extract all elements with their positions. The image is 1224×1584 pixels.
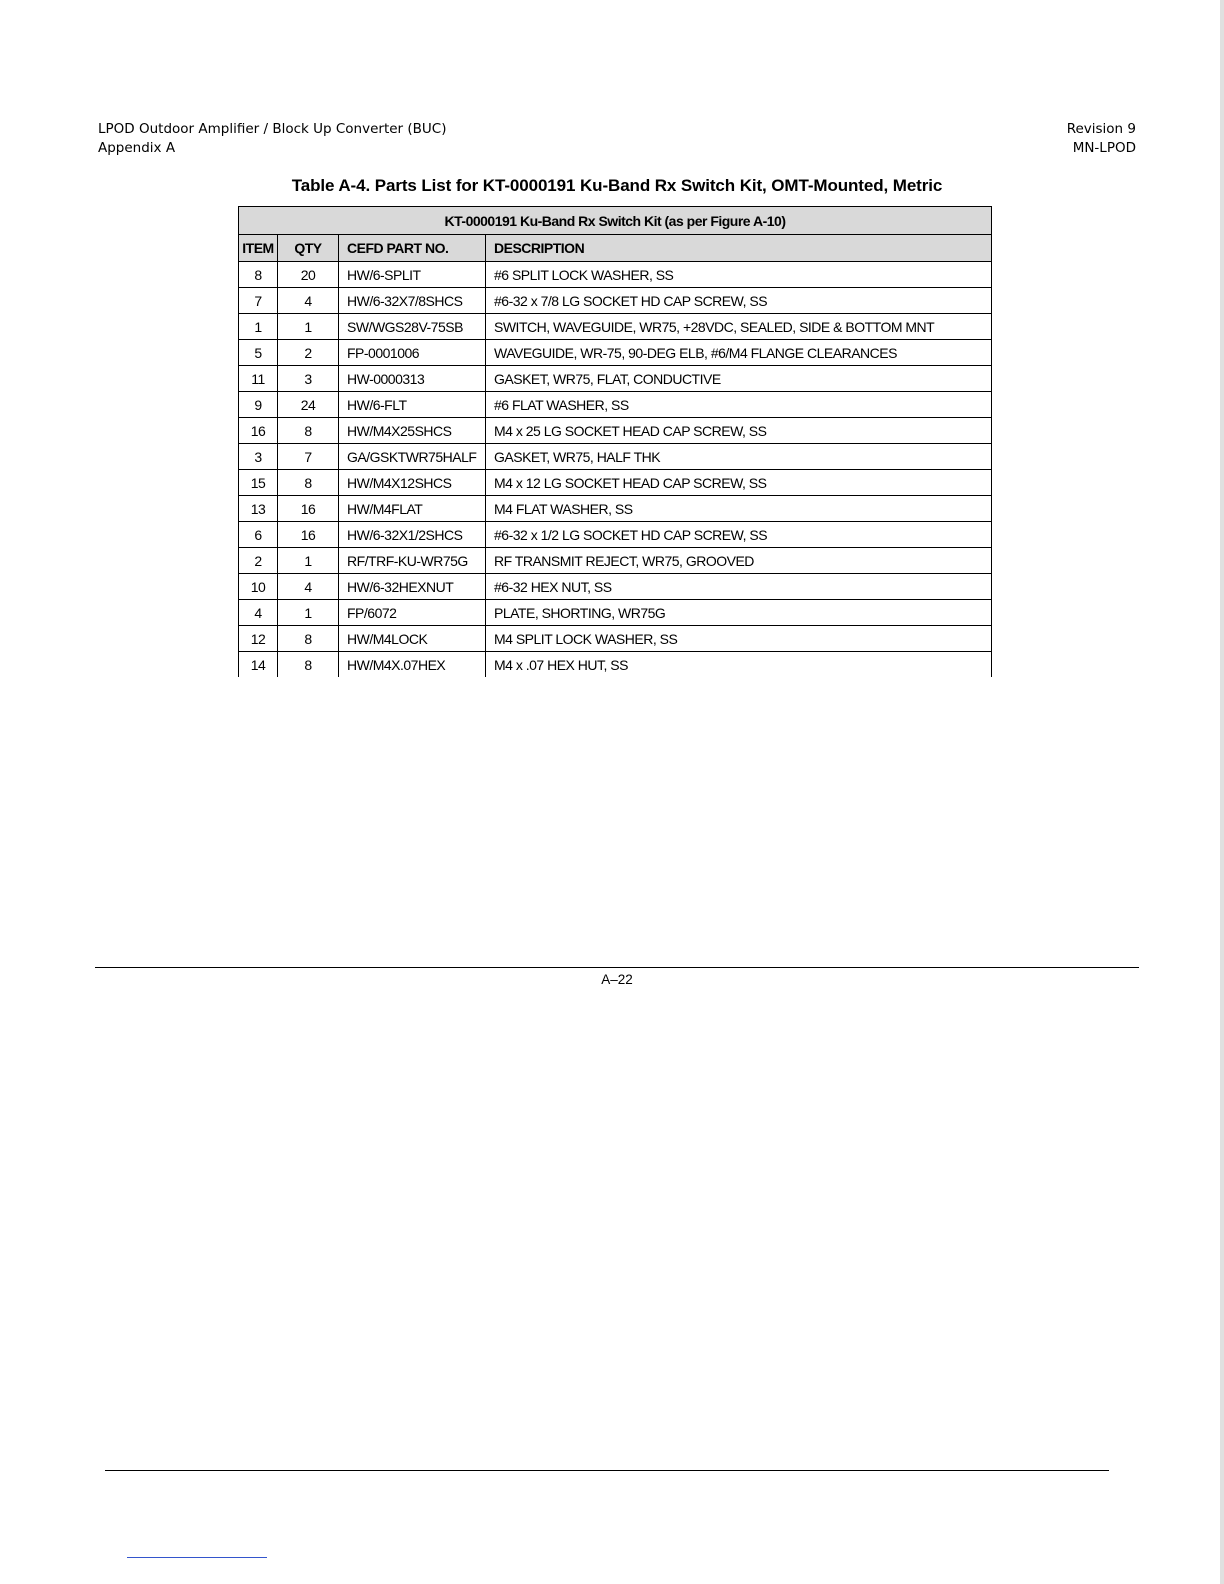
table-row — [239, 392, 992, 418]
description-cell: #6 FLAT WASHER, SS — [486, 392, 992, 418]
part-number-cell: FP/6072 — [339, 600, 486, 626]
description-cell: M4 SPLIT LOCK WASHER, SS — [486, 626, 992, 652]
item-cell: 12 — [239, 626, 278, 652]
qty-cell: 24 — [278, 392, 339, 418]
qty-cell: 7 — [278, 444, 339, 470]
part-number-cell: HW/M4X.07HEX — [339, 652, 486, 678]
item-cell: 7 — [239, 288, 278, 314]
qty-cell: 8 — [278, 652, 339, 678]
table-row — [239, 574, 992, 600]
appendix-label: Appendix A — [98, 140, 176, 156]
qty-cell: 4 — [278, 288, 339, 314]
part-number-cell: GA/GSKTWR75HALF — [339, 444, 486, 470]
qty-cell: 4 — [278, 574, 339, 600]
description-cell: SWITCH, WAVEGUIDE, WR75, +28VDC, SEALED, SIDE & BOTTOM MNT — [486, 314, 992, 340]
table-row — [239, 366, 992, 392]
item-cell: 16 — [239, 418, 278, 444]
description-cell: #6-32 HEX NUT, SS — [486, 574, 992, 600]
description-cell: #6-32 x 1/2 LG SOCKET HD CAP SCREW, SS — [486, 522, 992, 548]
table-body — [239, 262, 992, 678]
part-number-cell: HW/6-FLT — [339, 392, 486, 418]
item-cell: 1 — [239, 314, 278, 340]
column-header-part-no: CEFD PART NO. — [339, 235, 486, 262]
running-header-left — [98, 120, 447, 158]
qty-cell: 16 — [278, 496, 339, 522]
parts-list-table — [238, 206, 992, 677]
part-number-cell: FP-0001006 — [339, 340, 486, 366]
part-number-cell: HW/6-SPLIT — [339, 262, 486, 288]
table-row — [239, 600, 992, 626]
revision-label: Revision 9 — [1066, 121, 1136, 137]
part-number-cell: HW/6-32X7/8SHCS — [339, 288, 486, 314]
table-row — [239, 652, 992, 678]
description-cell: #6 SPLIT LOCK WASHER, SS — [486, 262, 992, 288]
bottom-divider — [105, 1470, 1109, 1471]
qty-cell: 1 — [278, 600, 339, 626]
table-row — [239, 444, 992, 470]
part-number-cell: SW/WGS28V-75SB — [339, 314, 486, 340]
part-number-cell: HW/M4LOCK — [339, 626, 486, 652]
footer-divider — [95, 967, 1139, 968]
part-number-cell: HW/M4X12SHCS — [339, 470, 486, 496]
qty-cell: 8 — [278, 626, 339, 652]
qty-cell: 3 — [278, 366, 339, 392]
description-cell: GASKET, WR75, HALF THK — [486, 444, 992, 470]
table-title-row — [239, 207, 992, 235]
description-cell: PLATE, SHORTING, WR75G — [486, 600, 992, 626]
qty-cell: 8 — [278, 470, 339, 496]
item-cell: 2 — [239, 548, 278, 574]
table-caption: Table A-4. Parts List for KT-0000191 Ku-Band Rx Switch Kit, OMT-Mounted, Metric — [291, 176, 943, 195]
page-edge — [1220, 0, 1224, 1584]
part-number-cell: RF/TRF-KU-WR75G — [339, 548, 486, 574]
table-row — [239, 470, 992, 496]
table-row — [239, 262, 992, 288]
part-number-cell: HW-0000313 — [339, 366, 486, 392]
table-row — [239, 522, 992, 548]
column-header-description: DESCRIPTION — [486, 235, 992, 262]
item-cell: 5 — [239, 340, 278, 366]
item-cell: 4 — [239, 600, 278, 626]
description-cell: WAVEGUIDE, WR-75, 90-DEG ELB, #6/M4 FLANGE CLEARANCES — [486, 340, 992, 366]
qty-cell: 16 — [278, 522, 339, 548]
description-cell: M4 x .07 HEX HUT, SS — [486, 652, 992, 678]
part-number-cell: HW/6-32X1/2SHCS — [339, 522, 486, 548]
description-cell: M4 FLAT WASHER, SS — [486, 496, 992, 522]
table-row — [239, 418, 992, 444]
table-row — [239, 288, 992, 314]
table-header-row — [239, 235, 992, 262]
table-row — [239, 548, 992, 574]
qty-cell: 1 — [278, 548, 339, 574]
item-cell: 15 — [239, 470, 278, 496]
description-cell: M4 x 12 LG SOCKET HEAD CAP SCREW, SS — [486, 470, 992, 496]
qty-cell: 8 — [278, 418, 339, 444]
column-header-qty: QTY — [278, 235, 339, 262]
item-cell: 11 — [239, 366, 278, 392]
part-number-cell: HW/6-32HEXNUT — [339, 574, 486, 600]
description-cell: M4 x 25 LG SOCKET HEAD CAP SCREW, SS — [486, 418, 992, 444]
qty-cell: 2 — [278, 340, 339, 366]
table-row — [239, 340, 992, 366]
footnote-separator — [127, 1557, 267, 1558]
description-cell: #6-32 x 7/8 LG SOCKET HD CAP SCREW, SS — [486, 288, 992, 314]
running-header-right — [1000, 120, 1136, 158]
item-cell: 8 — [239, 262, 278, 288]
table-title: KT-0000191 Ku-Band Rx Switch Kit (as per Figure A-10) — [239, 207, 992, 235]
document-number: MN-LPOD — [1072, 140, 1136, 156]
part-number-cell: HW/M4FLAT — [339, 496, 486, 522]
page-number: A–22 — [601, 972, 633, 987]
item-cell: 13 — [239, 496, 278, 522]
item-cell: 10 — [239, 574, 278, 600]
qty-cell: 1 — [278, 314, 339, 340]
description-cell: GASKET, WR75, FLAT, CONDUCTIVE — [486, 366, 992, 392]
item-cell: 14 — [239, 652, 278, 678]
document-title: LPOD Outdoor Amplifier / Block Up Converter (BUC) — [98, 121, 447, 137]
column-header-item: ITEM — [239, 235, 278, 262]
item-cell: 6 — [239, 522, 278, 548]
item-cell: 9 — [239, 392, 278, 418]
table-row — [239, 496, 992, 522]
qty-cell: 20 — [278, 262, 339, 288]
description-cell: RF TRANSMIT REJECT, WR75, GROOVED — [486, 548, 992, 574]
part-number-cell: HW/M4X25SHCS — [339, 418, 486, 444]
table-row — [239, 314, 992, 340]
table-row — [239, 626, 992, 652]
item-cell: 3 — [239, 444, 278, 470]
